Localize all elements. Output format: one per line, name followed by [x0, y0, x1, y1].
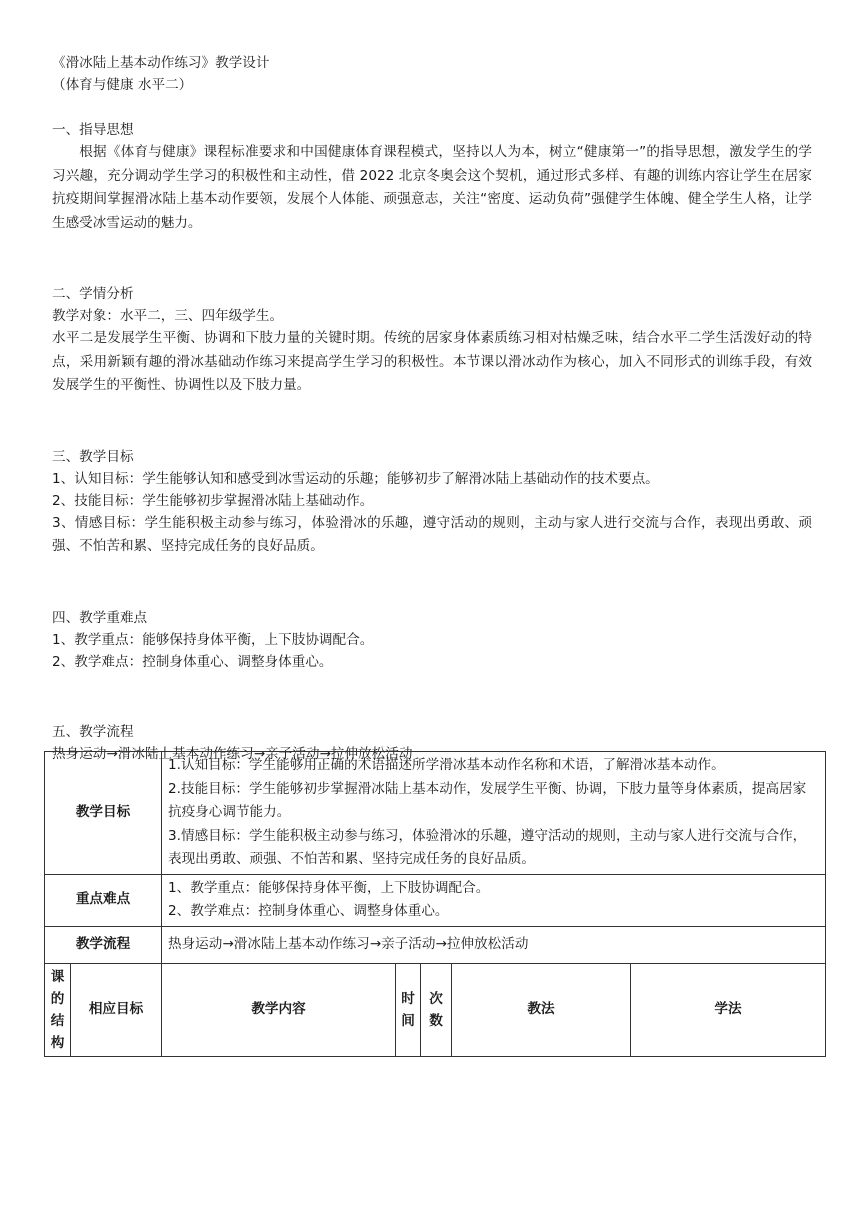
key-point-item: 2、教学难点：控制身体重心、调整身体重心。	[168, 903, 449, 919]
keys-cell	[162, 874, 826, 926]
keys-label: 重点难点	[45, 874, 162, 926]
lesson-plan-table	[44, 751, 826, 1057]
section-heading-1: 一、指导思想	[52, 122, 134, 138]
section-heading-2: 二、学情分析	[52, 286, 134, 302]
col-time: 时 间	[396, 963, 421, 1056]
col-structure: 课 的 结 构	[45, 963, 71, 1056]
col-target: 相应目标	[71, 963, 162, 1056]
goals-label: 教学目标	[45, 752, 162, 875]
key-point-item: 1、教学重点：能够保持身体平衡，上下肢协调配合。	[168, 879, 490, 896]
goal-item: 1、认知目标：学生能够认知和感受到冰雪运动的乐趣；能够初步了解滑冰陆上基础动作的技术要点。	[52, 470, 659, 487]
flow-row	[45, 926, 826, 963]
flow-line: 热身运动→滑冰陆上基本动作练习→亲子活动→拉伸放松活动	[52, 745, 413, 762]
col-study: 学法	[631, 963, 826, 1056]
col-content: 教学内容	[162, 963, 396, 1056]
goals-cell	[162, 752, 826, 875]
section-1-paragraph: 根据《体育与健康》课程标准要求和中国健康体育课程模式，坚持以人为本，树立“健康第一”的指导思想，激发学生的学习兴趣，充分调动学生学习的积极性和主动性，借 2022 北京冬奥会这个契机，通过形式多样、有趣的训练内容让学生在居家抗疫期间掌握滑冰陆上基本动作要领，发展个人体能、顽强意志，关注“密度、运动负荷”强健学生体魄、健全学生人格，让学生感受冰雪运动的魅力。	[52, 144, 812, 231]
goal-item: 3.情感目标：学生能积极主动参与练习，体验滑冰的乐趣，遵守活动的规则，主动与家人进行交流与合作，表现出勇敢、顽强、不怕苦和累、坚持完成任务的良好品质。	[168, 827, 807, 867]
document-body	[52, 52, 812, 765]
section-heading-4: 四、教学重难点	[52, 609, 148, 626]
goal-item: 3、情感目标：学生能积极主动参与练习，体验滑冰的乐趣，遵守活动的规则，主动与家人进行交流与合作，表现出勇敢、顽强、不怕苦和累、坚持完成任务的良好品质。	[52, 514, 812, 554]
section-2-paragraph: 水平二是发展学生平衡、协调和下肢力量的关键时期。传统的居家身体素质练习相对枯燥乏味，结合水平二学生活泼好动的特点，采用新颖有趣的滑冰基础动作练习来提高学生学习的积极性。本节课以滑冰动作为核心，加入不同形式的训练手段，有效发展学生的平衡性、协调性以及下肢力量。	[52, 330, 812, 393]
key-point-item: 2、教学难点：控制身体重心、调整身体重心。	[52, 653, 333, 670]
column-header-row	[45, 963, 826, 1056]
flow-cell: 热身运动→滑冰陆上基本动作练习→亲子活动→拉伸放松活动	[162, 926, 826, 963]
doc-title: 《滑冰陆上基本动作练习》教学设计	[52, 55, 270, 71]
section-heading-3: 三、教学目标	[52, 448, 134, 465]
col-method: 教法	[452, 963, 631, 1056]
goal-item: 1.认知目标：学生能够用正确的术语描述所学滑冰基本动作名称和术语，了解滑冰基本动作。	[168, 757, 725, 773]
section-heading-5: 五、教学流程	[52, 723, 134, 740]
col-count: 次 数	[421, 963, 452, 1056]
key-point-item: 1、教学重点：能够保持身体平衡，上下肢协调配合。	[52, 631, 374, 648]
doc-subtitle: （体育与健康 水平二）	[52, 77, 193, 93]
teaching-target-line: 教学对象：水平二，三、四年级学生。	[52, 308, 284, 324]
goals-row	[45, 752, 826, 875]
goal-item: 2、技能目标：学生能够初步掌握滑冰陆上基础动作。	[52, 492, 374, 509]
goal-item: 2.技能目标：学生能够初步掌握滑冰陆上基本动作，发展学生平衡、协调，下肢力量等身体素质，提高居家抗疫身心调节能力。	[168, 780, 807, 820]
keys-row	[45, 874, 826, 926]
flow-label: 教学流程	[45, 926, 162, 963]
